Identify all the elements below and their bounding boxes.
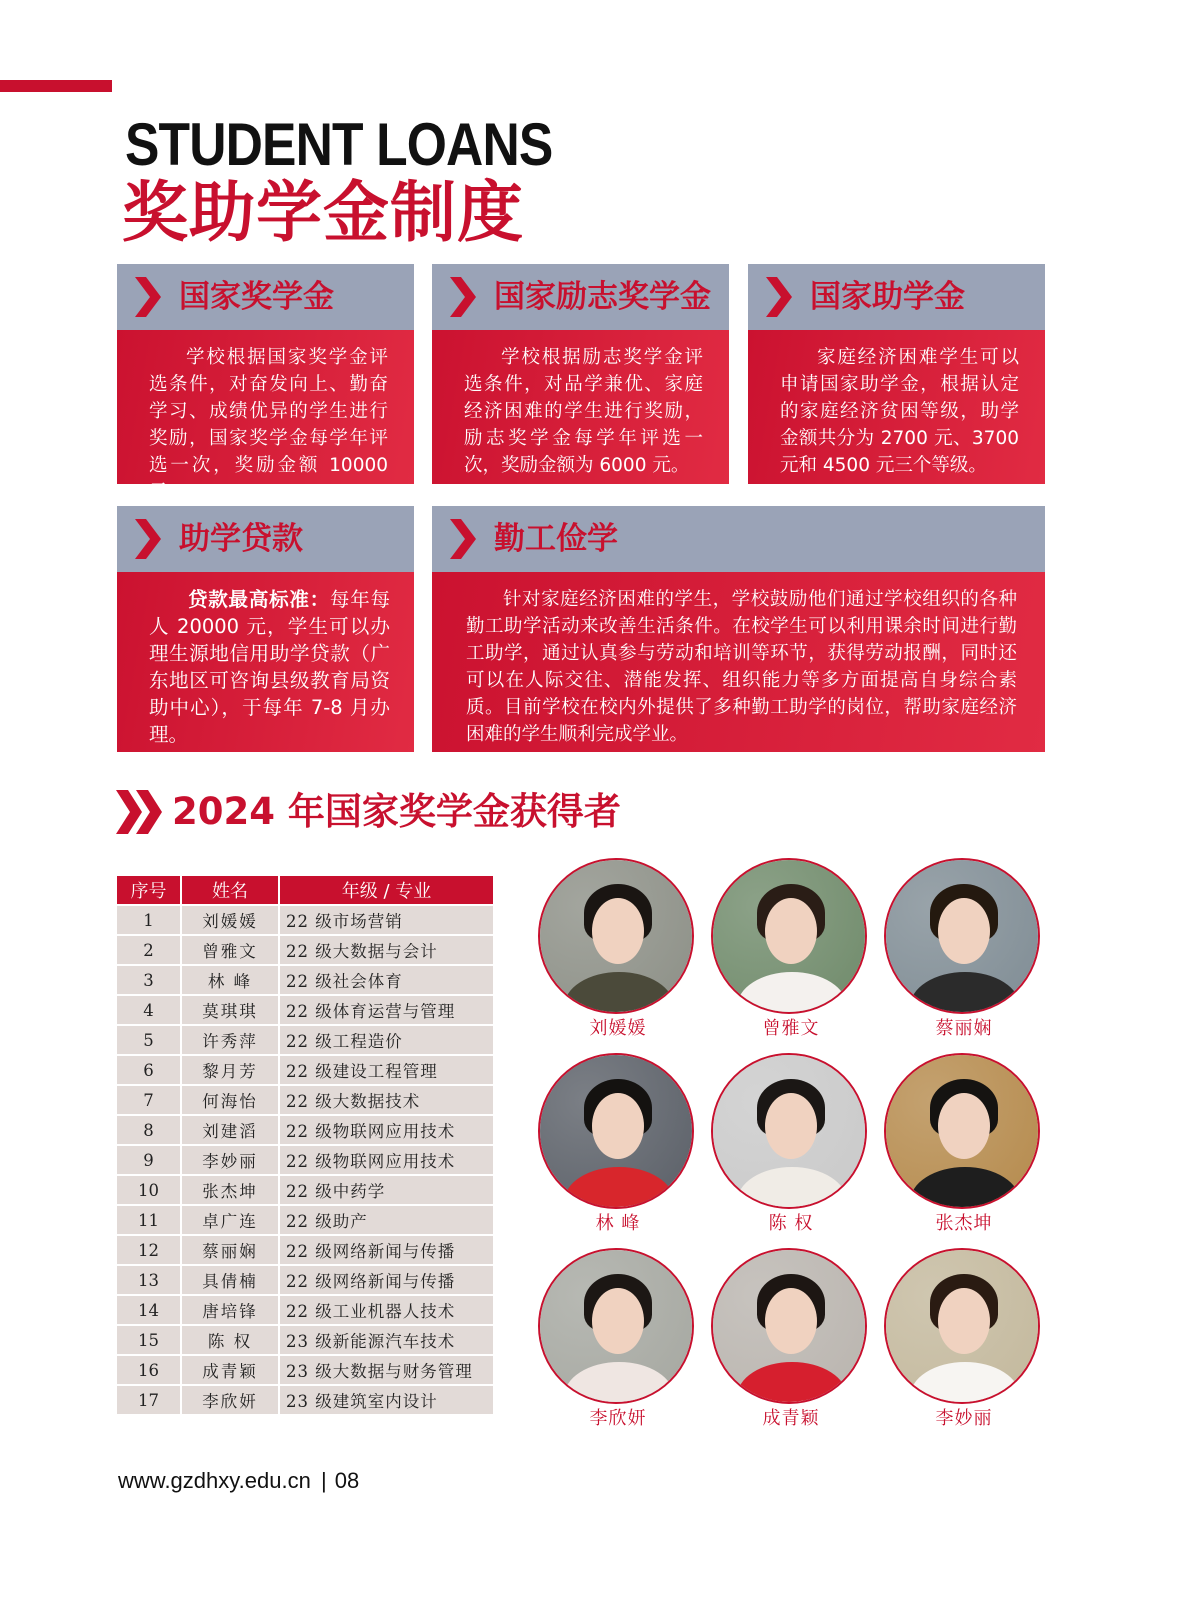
card-body [432,330,729,484]
cell-index: 3 [117,965,181,995]
table-row [117,1055,493,1085]
cell-index: 12 [117,1235,181,1265]
column-header-major: 年级 / 专业 [279,876,493,905]
table-row [117,1295,493,1325]
card-header [117,264,414,330]
table-row [117,1355,493,1385]
card-text [149,586,390,748]
card-title: 国家奖学金 [179,279,334,315]
cell-name: 刘建滔 [181,1115,279,1145]
column-header-index: 序号 [117,876,181,905]
winner-photo [538,858,698,1040]
card-title: 勤工俭学 [494,521,618,557]
table-row [117,1145,493,1175]
winner-photo [538,1053,698,1235]
photo-caption: 刘媛媛 [589,1018,647,1039]
cell-name: 李妙丽 [181,1145,279,1175]
cell-major: 22 级助产 [279,1205,493,1235]
winner-photo [538,1248,698,1430]
card-body [748,330,1045,484]
table-row [117,965,493,995]
cell-major: 22 级建设工程管理 [279,1055,493,1085]
cell-name: 陈 权 [181,1325,279,1355]
cell-major: 22 级市场营销 [279,905,493,935]
portrait-image [711,1053,867,1209]
portrait-image [884,1248,1040,1404]
portrait-image [538,1248,694,1404]
winner-photo [884,858,1044,1040]
photo-caption: 曾雅文 [762,1018,820,1039]
cell-name: 曾雅文 [181,935,279,965]
page-footer [118,1468,359,1494]
cell-index: 10 [117,1175,181,1205]
section-title-text: 2024 年国家奖学金获得者 [172,790,621,833]
cell-major: 22 级大数据与会计 [279,935,493,965]
cell-name: 张杰坤 [181,1175,279,1205]
card-national-grant [748,264,1045,484]
cell-name: 唐培锋 [181,1295,279,1325]
card-title: 国家励志奖学金 [494,279,711,315]
card-body [432,572,1045,752]
cell-major: 23 级大数据与财务管理 [279,1355,493,1385]
card-header [432,506,1045,572]
card-header [432,264,729,330]
cell-name: 卓广连 [181,1205,279,1235]
page-title-chinese: 奖助学金制度 [122,174,524,251]
cell-name: 具倩楠 [181,1265,279,1295]
winner-photo [711,1248,871,1430]
cell-index: 6 [117,1055,181,1085]
table-row [117,935,493,965]
chevron-right-icon [135,277,161,317]
portrait-image [711,1248,867,1404]
winners-table [117,876,493,1414]
cell-index: 15 [117,1325,181,1355]
top-accent-bar [0,80,112,92]
cell-name: 林 峰 [181,965,279,995]
table-row [117,1265,493,1295]
card-title: 国家助学金 [810,279,965,315]
table-row [117,1385,493,1414]
chevron-right-icon [450,519,476,559]
page-title-english: STUDENT LOANS [125,111,553,178]
table-row [117,1205,493,1235]
cell-major: 22 级物联网应用技术 [279,1115,493,1145]
cell-name: 黎月芳 [181,1055,279,1085]
cell-index: 5 [117,1025,181,1055]
card-body [117,572,414,752]
website-url: www.gzdhxy.edu.cn [118,1468,311,1493]
cell-major: 23 级建筑室内设计 [279,1385,493,1414]
double-chevron-icon [116,790,164,834]
table-row [117,905,493,935]
photo-caption: 张杰坤 [935,1213,993,1234]
table-header-row [117,876,493,905]
cell-index: 8 [117,1115,181,1145]
chevron-right-icon [450,277,476,317]
cell-major: 22 级中药学 [279,1175,493,1205]
column-header-name: 姓名 [181,876,279,905]
cell-major: 22 级工业机器人技术 [279,1295,493,1325]
card-text-bold-lead: 贷款最高标准： [188,588,330,611]
cell-index: 2 [117,935,181,965]
card-text: 学校根据国家奖学金评选条件，对奋发向上、勤奋学习、成绩优异的学生进行奖励，国家奖学金每学年评选一次，奖励金额 10000 元。 [149,347,388,503]
portrait-image [884,1053,1040,1209]
cell-major: 22 级大数据技术 [279,1085,493,1115]
winner-photo [884,1248,1044,1430]
cell-major: 22 级工程造价 [279,1025,493,1055]
card-text: 家庭经济困难学生可以申请国家助学金，根据认定的家庭经济贫困等级，助学金额共分为 2700 元、3700 元和 4500 元三个等级。 [780,347,1019,476]
cell-index: 16 [117,1355,181,1385]
chevron-right-icon [135,519,161,559]
cell-index: 4 [117,995,181,1025]
card-title: 助学贷款 [179,521,303,557]
cell-name: 刘媛媛 [181,905,279,935]
photo-caption: 陈 权 [768,1213,814,1234]
card-header [117,506,414,572]
cell-name: 许秀萍 [181,1025,279,1055]
cell-name: 李欣妍 [181,1385,279,1414]
winner-photo [711,1053,871,1235]
table-row [117,1025,493,1055]
winner-photo [711,858,871,1040]
page-number: 08 [334,1468,360,1493]
winner-photo [884,1053,1044,1235]
chevron-right-icon [766,277,792,317]
photo-caption: 林 峰 [595,1213,641,1234]
cell-index: 1 [117,905,181,935]
footer-separator: | [320,1468,327,1493]
cell-major: 23 级新能源汽车技术 [279,1325,493,1355]
cell-major: 22 级物联网应用技术 [279,1145,493,1175]
card-work-study [432,506,1045,752]
table-row [117,995,493,1025]
cell-name: 成青颖 [181,1355,279,1385]
cell-index: 14 [117,1295,181,1325]
cell-major: 22 级体育运营与管理 [279,995,493,1025]
card-text-rest: 每年每人 20000 元，学生可以办理生源地信用助学贷款（广东地区可咨询县级教育局资助中心），于每年 7-8 月办理。 [149,588,390,746]
cell-name: 何海怡 [181,1085,279,1115]
card-national-encouragement-scholarship [432,264,729,484]
table-row [117,1085,493,1115]
cell-index: 9 [117,1145,181,1175]
table-row [117,1235,493,1265]
photo-caption: 蔡丽娴 [935,1018,993,1039]
cell-index: 13 [117,1265,181,1295]
card-body [117,330,414,503]
card-text: 学校根据励志奖学金评选条件，对品学兼优、家庭经济困难的学生进行奖励，励志奖学金每学年评选一次，奖励金额为 6000 元。 [464,347,703,476]
card-national-scholarship [117,264,414,503]
portrait-image [711,858,867,1014]
photo-caption: 李妙丽 [935,1408,993,1429]
table-row [117,1115,493,1145]
portrait-image [538,1053,694,1209]
portrait-image [884,858,1040,1014]
cell-index: 7 [117,1085,181,1115]
table-row [117,1175,493,1205]
cell-name: 蔡丽娴 [181,1235,279,1265]
cell-name: 莫琪琪 [181,995,279,1025]
card-student-loan [117,506,414,752]
cell-major: 22 级网络新闻与传播 [279,1265,493,1295]
cell-major: 22 级社会体育 [279,965,493,995]
table-row [117,1325,493,1355]
cell-index: 11 [117,1205,181,1235]
card-text: 针对家庭经济困难的学生，学校鼓励他们通过学校组织的各种勤工助学活动来改善生活条件。在校学生可以利用课余时间进行勤工助学，通过认真参与劳动和培训等环节，获得劳动报酬，同时还可以在人际交往、潜能发挥、组织能力等多方面提高自身综合素质。目前学校在校内外提供了多种勤工助学的岗位，帮助家庭经济困难的学生顺利完成学业。 [466,589,1017,745]
photo-caption: 李欣妍 [589,1408,647,1429]
cell-index: 17 [117,1385,181,1414]
photo-caption: 成青颖 [762,1408,820,1429]
portrait-image [538,858,694,1014]
cell-major: 22 级网络新闻与传播 [279,1235,493,1265]
card-header [748,264,1045,330]
